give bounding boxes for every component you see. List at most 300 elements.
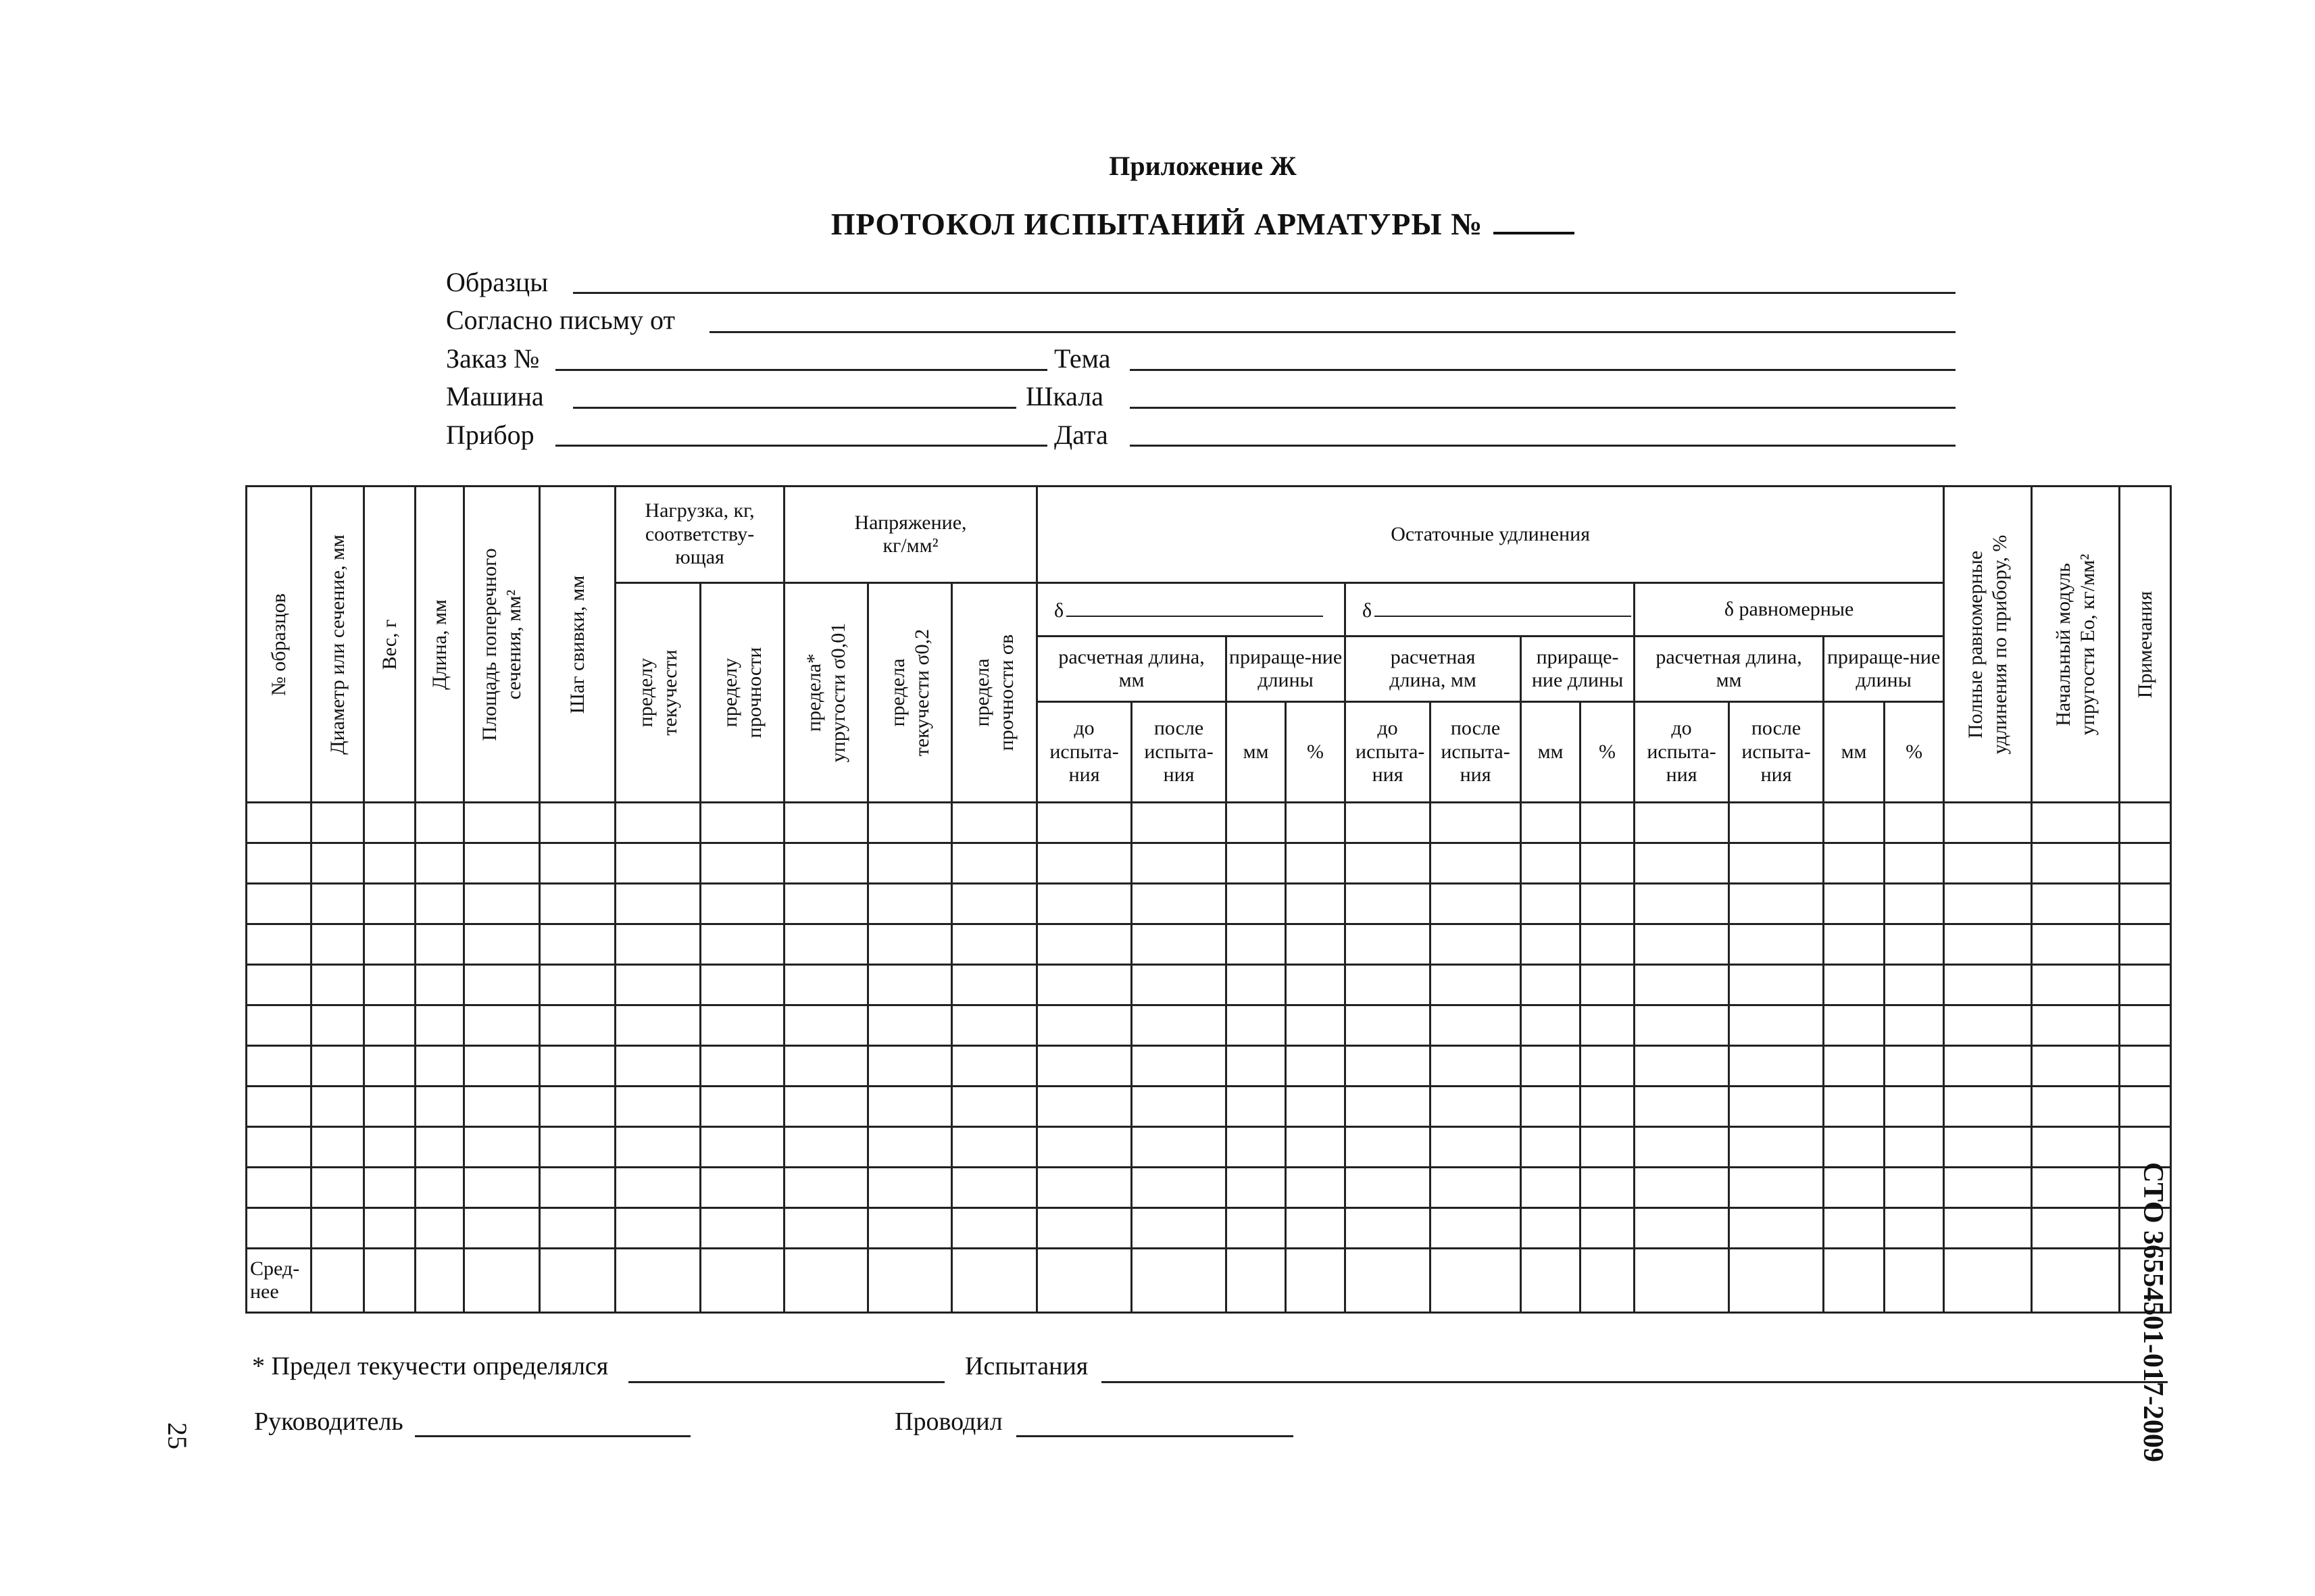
table-cell[interactable] [785,1046,868,1087]
table-cell[interactable] [1635,843,1729,884]
table-cell[interactable] [2032,965,2120,1005]
letter-line[interactable] [710,331,1956,333]
table-cell[interactable] [312,1208,364,1249]
table-cell[interactable] [1635,965,1729,1005]
table-cell[interactable] [1037,884,1132,924]
table-cell[interactable] [1521,1168,1580,1208]
average-cell[interactable] [1580,1249,1635,1313]
table-cell[interactable] [1037,1087,1132,1127]
table-cell[interactable] [1824,965,1885,1005]
table-cell[interactable] [312,803,364,843]
table-cell[interactable] [785,965,868,1005]
table-cell[interactable] [464,1087,540,1127]
table-cell[interactable] [312,884,364,924]
table-cell[interactable] [952,1087,1037,1127]
table-cell[interactable] [1226,843,1286,884]
table-cell[interactable] [1226,1127,1286,1168]
table-cell[interactable] [1944,1005,2032,1046]
table-cell[interactable] [416,884,464,924]
table-cell[interactable] [364,1087,416,1127]
table-cell[interactable] [701,1168,785,1208]
table-cell[interactable] [1037,1005,1132,1046]
table-cell[interactable] [616,1005,701,1046]
table-cell[interactable] [2032,1046,2120,1087]
table-cell[interactable] [247,884,312,924]
table-cell[interactable] [312,1168,364,1208]
table-cell[interactable] [785,1005,868,1046]
table-cell[interactable] [868,803,952,843]
average-cell[interactable] [1132,1249,1226,1313]
table-cell[interactable] [952,1046,1037,1087]
table-cell[interactable] [701,884,785,924]
table-cell[interactable] [868,1168,952,1208]
table-cell[interactable] [1521,1208,1580,1249]
table-cell[interactable] [416,1046,464,1087]
table-cell[interactable] [1037,803,1132,843]
table-cell[interactable] [1345,1005,1430,1046]
table-cell[interactable] [247,1168,312,1208]
table-cell[interactable] [785,1208,868,1249]
table-cell[interactable] [1286,924,1345,965]
conducted-line[interactable] [1016,1435,1293,1437]
table-cell[interactable] [785,803,868,843]
table-cell[interactable] [247,843,312,884]
table-cell[interactable] [701,965,785,1005]
table-cell[interactable] [1885,1087,1944,1127]
table-cell[interactable] [1226,884,1286,924]
table-cell[interactable] [868,1005,952,1046]
table-cell[interactable] [1037,1208,1132,1249]
table-cell[interactable] [2120,965,2171,1005]
table-cell[interactable] [364,1168,416,1208]
table-cell[interactable] [1286,884,1345,924]
table-cell[interactable] [616,1087,701,1127]
table-cell[interactable] [1521,1046,1580,1087]
table-cell[interactable] [1944,803,2032,843]
table-cell[interactable] [464,843,540,884]
table-cell[interactable] [785,1127,868,1168]
table-cell[interactable] [2032,1087,2120,1127]
table-cell[interactable] [1286,1005,1345,1046]
table-cell[interactable] [1132,803,1226,843]
table-cell[interactable] [2032,884,2120,924]
table-cell[interactable] [1885,1005,1944,1046]
table-cell[interactable] [785,1087,868,1127]
table-cell[interactable] [1580,1208,1635,1249]
table-cell[interactable] [1430,843,1521,884]
table-cell[interactable] [1944,1046,2032,1087]
table-cell[interactable] [1345,965,1430,1005]
average-cell[interactable] [1635,1249,1729,1313]
table-cell[interactable] [1824,803,1885,843]
table-cell[interactable] [247,1046,312,1087]
table-cell[interactable] [1885,1127,1944,1168]
average-cell[interactable] [1345,1249,1430,1313]
table-cell[interactable] [1286,803,1345,843]
table-cell[interactable] [1037,1127,1132,1168]
table-cell[interactable] [247,924,312,965]
table-cell[interactable] [952,843,1037,884]
table-cell[interactable] [1345,1127,1430,1168]
table-cell[interactable] [1580,1087,1635,1127]
table-cell[interactable] [952,965,1037,1005]
table-cell[interactable] [1037,965,1132,1005]
table-cell[interactable] [1345,1087,1430,1127]
table-cell[interactable] [364,884,416,924]
table-cell[interactable] [464,803,540,843]
table-cell[interactable] [701,1208,785,1249]
table-cell[interactable] [1729,1127,1824,1168]
head-line[interactable] [415,1435,691,1437]
average-cell[interactable] [1729,1249,1824,1313]
table-cell[interactable] [1430,1046,1521,1087]
table-cell[interactable] [1580,1005,1635,1046]
table-cell[interactable] [1521,803,1580,843]
table-cell[interactable] [2032,1005,2120,1046]
delta-2-blank[interactable] [1374,597,1631,617]
table-cell[interactable] [1345,1208,1430,1249]
table-cell[interactable] [1580,803,1635,843]
table-cell[interactable] [1430,1208,1521,1249]
average-cell[interactable] [616,1249,701,1313]
table-cell[interactable] [1226,1208,1286,1249]
table-cell[interactable] [616,843,701,884]
table-cell[interactable] [1944,1208,2032,1249]
table-cell[interactable] [1885,1046,1944,1087]
average-cell[interactable] [952,1249,1037,1313]
table-cell[interactable] [1430,803,1521,843]
average-cell[interactable] [1824,1249,1885,1313]
table-cell[interactable] [1944,965,2032,1005]
average-cell[interactable] [785,1249,868,1313]
average-cell[interactable] [1944,1249,2032,1313]
table-cell[interactable] [1430,1087,1521,1127]
table-cell[interactable] [616,1046,701,1087]
table-cell[interactable] [1885,843,1944,884]
table-cell[interactable] [701,1005,785,1046]
table-cell[interactable] [1132,1208,1226,1249]
table-cell[interactable] [312,965,364,1005]
table-cell[interactable] [1729,1087,1824,1127]
table-cell[interactable] [1635,1005,1729,1046]
table-cell[interactable] [616,1168,701,1208]
table-cell[interactable] [464,924,540,965]
table-cell[interactable] [540,1005,616,1046]
table-cell[interactable] [540,924,616,965]
table-cell[interactable] [247,1005,312,1046]
table-cell[interactable] [1944,884,2032,924]
table-cell[interactable] [701,1127,785,1168]
table-cell[interactable] [1430,1005,1521,1046]
table-cell[interactable] [464,1046,540,1087]
table-cell[interactable] [1824,1046,1885,1087]
table-cell[interactable] [312,1087,364,1127]
table-cell[interactable] [540,1208,616,1249]
table-cell[interactable] [247,1087,312,1127]
table-cell[interactable] [1635,924,1729,965]
table-cell[interactable] [364,1046,416,1087]
average-cell[interactable] [312,1249,364,1313]
table-cell[interactable] [1729,1168,1824,1208]
table-cell[interactable] [2120,803,2171,843]
table-cell[interactable] [416,924,464,965]
table-cell[interactable] [701,803,785,843]
table-cell[interactable] [1345,1046,1430,1087]
table-cell[interactable] [2120,1046,2171,1087]
table-cell[interactable] [1286,965,1345,1005]
table-cell[interactable] [1132,1046,1226,1087]
table-cell[interactable] [2032,1208,2120,1249]
table-cell[interactable] [868,924,952,965]
table-cell[interactable] [1729,1046,1824,1087]
table-cell[interactable] [2120,924,2171,965]
table-cell[interactable] [1635,1127,1729,1168]
table-cell[interactable] [1286,1087,1345,1127]
samples-line[interactable] [573,292,1956,294]
table-cell[interactable] [1521,1005,1580,1046]
table-cell[interactable] [1580,884,1635,924]
table-cell[interactable] [540,1168,616,1208]
table-cell[interactable] [364,1005,416,1046]
table-cell[interactable] [785,843,868,884]
table-cell[interactable] [364,843,416,884]
table-cell[interactable] [1521,843,1580,884]
table-cell[interactable] [1037,1168,1132,1208]
table-cell[interactable] [1521,1087,1580,1127]
table-cell[interactable] [1286,1127,1345,1168]
table-cell[interactable] [247,803,312,843]
table-cell[interactable] [1635,803,1729,843]
table-cell[interactable] [701,1087,785,1127]
table-cell[interactable] [416,1005,464,1046]
tests-line[interactable] [1101,1381,2168,1383]
table-cell[interactable] [616,803,701,843]
table-cell[interactable] [952,1127,1037,1168]
table-cell[interactable] [312,843,364,884]
table-cell[interactable] [1580,1127,1635,1168]
table-cell[interactable] [616,1208,701,1249]
table-cell[interactable] [868,1127,952,1168]
table-cell[interactable] [616,924,701,965]
table-cell[interactable] [1635,884,1729,924]
table-cell[interactable] [1345,803,1430,843]
table-cell[interactable] [1944,924,2032,965]
table-cell[interactable] [1824,1087,1885,1127]
scale-line[interactable] [1130,407,1956,409]
table-cell[interactable] [1824,1005,1885,1046]
average-cell[interactable] [1037,1249,1132,1313]
table-cell[interactable] [416,1127,464,1168]
delta-1-blank[interactable] [1066,597,1323,617]
table-cell[interactable] [1521,965,1580,1005]
table-cell[interactable] [616,884,701,924]
table-cell[interactable] [1944,1127,2032,1168]
table-cell[interactable] [1226,1168,1286,1208]
table-cell[interactable] [2032,1168,2120,1208]
table-cell[interactable] [1580,924,1635,965]
yield-note-line[interactable] [628,1381,945,1383]
table-cell[interactable] [540,965,616,1005]
table-cell[interactable] [2120,1005,2171,1046]
table-cell[interactable] [540,1046,616,1087]
table-cell[interactable] [1345,843,1430,884]
table-cell[interactable] [1635,1087,1729,1127]
table-cell[interactable] [1729,965,1824,1005]
table-cell[interactable] [1635,1046,1729,1087]
table-cell[interactable] [1132,1127,1226,1168]
table-cell[interactable] [464,884,540,924]
average-cell[interactable] [1521,1249,1580,1313]
table-cell[interactable] [247,1208,312,1249]
table-cell[interactable] [464,1127,540,1168]
topic-line[interactable] [1130,369,1956,371]
table-cell[interactable] [364,965,416,1005]
table-cell[interactable] [1729,924,1824,965]
table-cell[interactable] [2120,1127,2171,1168]
average-cell[interactable] [464,1249,540,1313]
table-cell[interactable] [1729,1005,1824,1046]
average-cell[interactable] [1286,1249,1345,1313]
table-cell[interactable] [2120,1087,2171,1127]
table-cell[interactable] [364,1208,416,1249]
table-cell[interactable] [616,965,701,1005]
average-cell[interactable] [701,1249,785,1313]
table-cell[interactable] [1430,1168,1521,1208]
table-cell[interactable] [952,1208,1037,1249]
table-cell[interactable] [1226,924,1286,965]
table-cell[interactable] [868,1087,952,1127]
table-cell[interactable] [1944,1087,2032,1127]
table-cell[interactable] [1885,924,1944,965]
table-cell[interactable] [1635,1208,1729,1249]
table-cell[interactable] [312,924,364,965]
table-cell[interactable] [952,884,1037,924]
table-cell[interactable] [540,1087,616,1127]
table-cell[interactable] [1885,803,1944,843]
table-cell[interactable] [2032,843,2120,884]
table-cell[interactable] [540,1127,616,1168]
table-cell[interactable] [540,843,616,884]
table-cell[interactable] [416,1208,464,1249]
table-cell[interactable] [1824,924,1885,965]
table-cell[interactable] [1430,884,1521,924]
table-cell[interactable] [364,1127,416,1168]
table-cell[interactable] [785,884,868,924]
table-cell[interactable] [1521,924,1580,965]
table-cell[interactable] [1132,843,1226,884]
table-cell[interactable] [1132,965,1226,1005]
machine-line[interactable] [573,407,1016,409]
table-cell[interactable] [1226,1046,1286,1087]
average-cell[interactable] [1885,1249,1944,1313]
table-cell[interactable] [1345,884,1430,924]
table-cell[interactable] [952,803,1037,843]
table-cell[interactable] [1885,1168,1944,1208]
table-cell[interactable] [1824,884,1885,924]
table-cell[interactable] [952,924,1037,965]
table-cell[interactable] [416,1087,464,1127]
table-cell[interactable] [364,924,416,965]
table-cell[interactable] [2120,843,2171,884]
table-cell[interactable] [1580,965,1635,1005]
table-cell[interactable] [464,1005,540,1046]
table-cell[interactable] [364,803,416,843]
table-cell[interactable] [1944,1168,2032,1208]
table-cell[interactable] [785,1168,868,1208]
table-cell[interactable] [1037,924,1132,965]
table-cell[interactable] [701,843,785,884]
table-cell[interactable] [416,843,464,884]
table-cell[interactable] [1729,803,1824,843]
table-cell[interactable] [1521,1127,1580,1168]
table-cell[interactable] [1521,884,1580,924]
table-cell[interactable] [1132,1168,1226,1208]
average-cell[interactable] [1430,1249,1521,1313]
table-cell[interactable] [1824,1208,1885,1249]
average-cell[interactable] [540,1249,616,1313]
table-cell[interactable] [540,884,616,924]
protocol-number-blank[interactable] [1493,207,1574,234]
table-cell[interactable] [952,1005,1037,1046]
table-cell[interactable] [1824,843,1885,884]
table-cell[interactable] [952,1168,1037,1208]
table-cell[interactable] [416,965,464,1005]
average-cell[interactable] [364,1249,416,1313]
average-cell[interactable] [868,1249,952,1313]
table-cell[interactable] [2032,803,2120,843]
table-cell[interactable] [1345,1168,1430,1208]
table-cell[interactable] [1729,1208,1824,1249]
table-cell[interactable] [2032,924,2120,965]
date-line[interactable] [1130,445,1956,447]
table-cell[interactable] [868,965,952,1005]
table-cell[interactable] [1286,843,1345,884]
table-cell[interactable] [701,924,785,965]
table-cell[interactable] [1345,924,1430,965]
table-cell[interactable] [312,1127,364,1168]
table-cell[interactable] [785,924,868,965]
table-cell[interactable] [1580,1168,1635,1208]
table-cell[interactable] [1885,965,1944,1005]
table-cell[interactable] [2120,884,2171,924]
table-cell[interactable] [868,884,952,924]
table-cell[interactable] [2032,1127,2120,1168]
table-cell[interactable] [701,1046,785,1087]
table-cell[interactable] [1226,965,1286,1005]
table-cell[interactable] [1824,1168,1885,1208]
table-cell[interactable] [1885,884,1944,924]
table-cell[interactable] [1286,1168,1345,1208]
table-cell[interactable] [1430,1127,1521,1168]
device-line[interactable] [555,445,1047,447]
table-cell[interactable] [1286,1046,1345,1087]
table-cell[interactable] [1037,1046,1132,1087]
table-cell[interactable] [616,1127,701,1168]
table-cell[interactable] [1430,965,1521,1005]
order-line[interactable] [555,369,1047,371]
table-cell[interactable] [1430,924,1521,965]
table-cell[interactable] [868,843,952,884]
table-cell[interactable] [1286,1208,1345,1249]
table-cell[interactable] [464,965,540,1005]
table-cell[interactable] [1132,1005,1226,1046]
average-cell[interactable] [416,1249,464,1313]
table-cell[interactable] [247,965,312,1005]
table-cell[interactable] [1226,1087,1286,1127]
table-cell[interactable] [1885,1208,1944,1249]
table-cell[interactable] [1132,924,1226,965]
table-cell[interactable] [1729,843,1824,884]
